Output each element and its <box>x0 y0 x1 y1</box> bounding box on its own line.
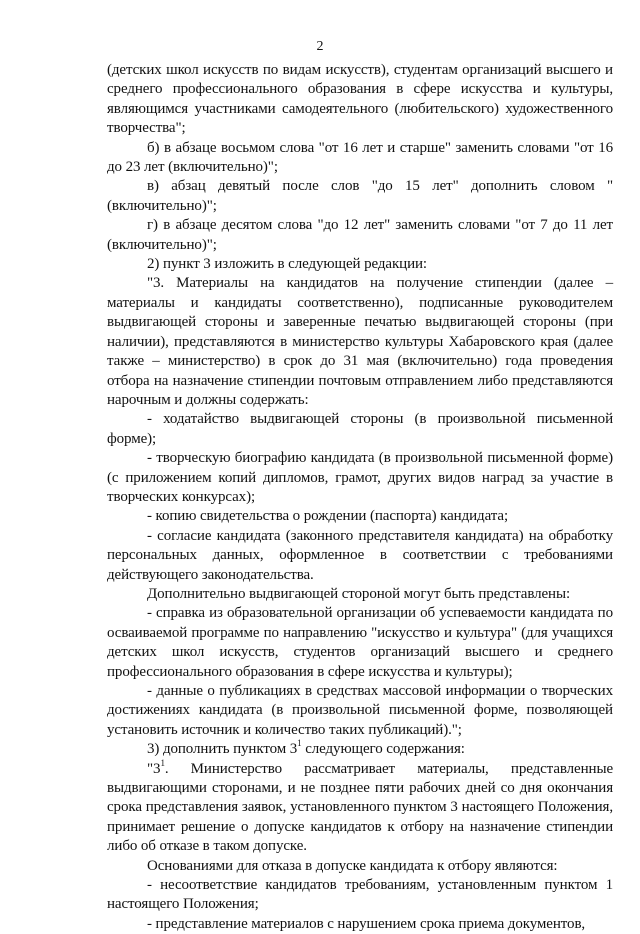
paragraph-6: "3. Материалы на кандидатов на получение стипендии (далее – материалы и кандидаты соответственно), подписанные руководителем выдвигающей стороны и заверенные печатью выдвигающей стороны (при наличии), представляются в министерство культуры Хабаровского края (далее также – министерство) в срок до 31 мая (включительно) года проведения отбора на назначение стипендии почтовым отправлением либо представляются нарочным и должны содержать: <box>107 275 613 408</box>
paragraph-8: - творческую биографию кандидата (в произвольной письменной форме) (с приложением копий дипломов, грамот, других видов наград за участие в творческих конкурсах); <box>107 450 613 505</box>
paragraph-15-text-b: . Министерство рассматривает материалы, представленные выдвигающими сторонами, и не позднее пяти рабочих дней со дня окончания срока представления заявок, установленного пунктом 3 настоящего Положения, принимает решение о допуске кандидатов к отбору на назначение стипендии либо об отказе в таком допуске. <box>107 760 613 855</box>
paragraph-16: Основаниями для отказа в допуске кандидата к отбору являются: <box>147 857 558 874</box>
paragraph-14-text-a: 3) дополнить пунктом 3 <box>147 741 298 758</box>
paragraph-10: - согласие кандидата (законного представителя кандидата) на обработку персональных данных, оформленное в соответствии с требованиями действующего законодательства. <box>107 527 613 583</box>
superscript: 1 <box>297 738 302 749</box>
paragraph-11: Дополнительно выдвигающей стороной могут быть представлены: <box>147 585 571 602</box>
page-number: 2 <box>316 39 324 54</box>
paragraph-4: г) в абзаце десятом слова "до 12 лет" заменить словами "от 7 до 11 лет (включительно)"; <box>107 217 613 253</box>
paragraph-15 <box>107 757 613 857</box>
paragraph-12: - справка из образовательной организации об успеваемости кандидата по осваиваемой программе по направлению "искусство и культура" (для учащихся детских школ искусств, студентов организаций высшего и среднего профессионального образования в сфере искусства и культуры); <box>107 605 613 680</box>
paragraph-9: - копию свидетельства о рождении (паспорта) кандидата; <box>147 508 509 525</box>
paragraph-13: - данные о публикациях в средствах массовой информации о творческих достижениях кандидата (в произвольной письменной форме, позволяющей установить источник и количество таких публикаций)."; <box>107 683 613 738</box>
paragraph-15-text-a: "3 <box>147 760 161 777</box>
superscript: 1 <box>160 757 165 768</box>
paragraph-3: в) абзац девятый после слов "до 15 лет" дополнить словом "(включительно)"; <box>107 178 613 214</box>
paragraph-18: - представление материалов с нарушением срока приема документов, <box>147 915 586 932</box>
paragraph-5: 2) пункт 3 изложить в следующей редакции: <box>147 256 427 273</box>
paragraph-14 <box>107 740 613 759</box>
paragraph-14-text-b: следующего содержания: <box>301 741 465 758</box>
paragraph-1: (детских школ искусств по видам искусств), студентам организаций высшего и среднего профессионального образования в сфере искусства и культуры, являющимся участниками самодеятельного (любительского) художественного творчества"; <box>107 62 613 137</box>
paragraph-2: б) в абзаце восьмом слова "от 16 лет и старше" заменить словами "от 16 до 23 лет (включительно)"; <box>107 139 613 176</box>
paragraph-17: - несоответствие кандидатов требованиям, установленным пунктом 1 настоящего Положения; <box>107 877 613 913</box>
paragraph-7: - ходатайство выдвигающей стороны (в произвольной письменной форме); <box>107 411 613 447</box>
document-body <box>107 61 613 934</box>
